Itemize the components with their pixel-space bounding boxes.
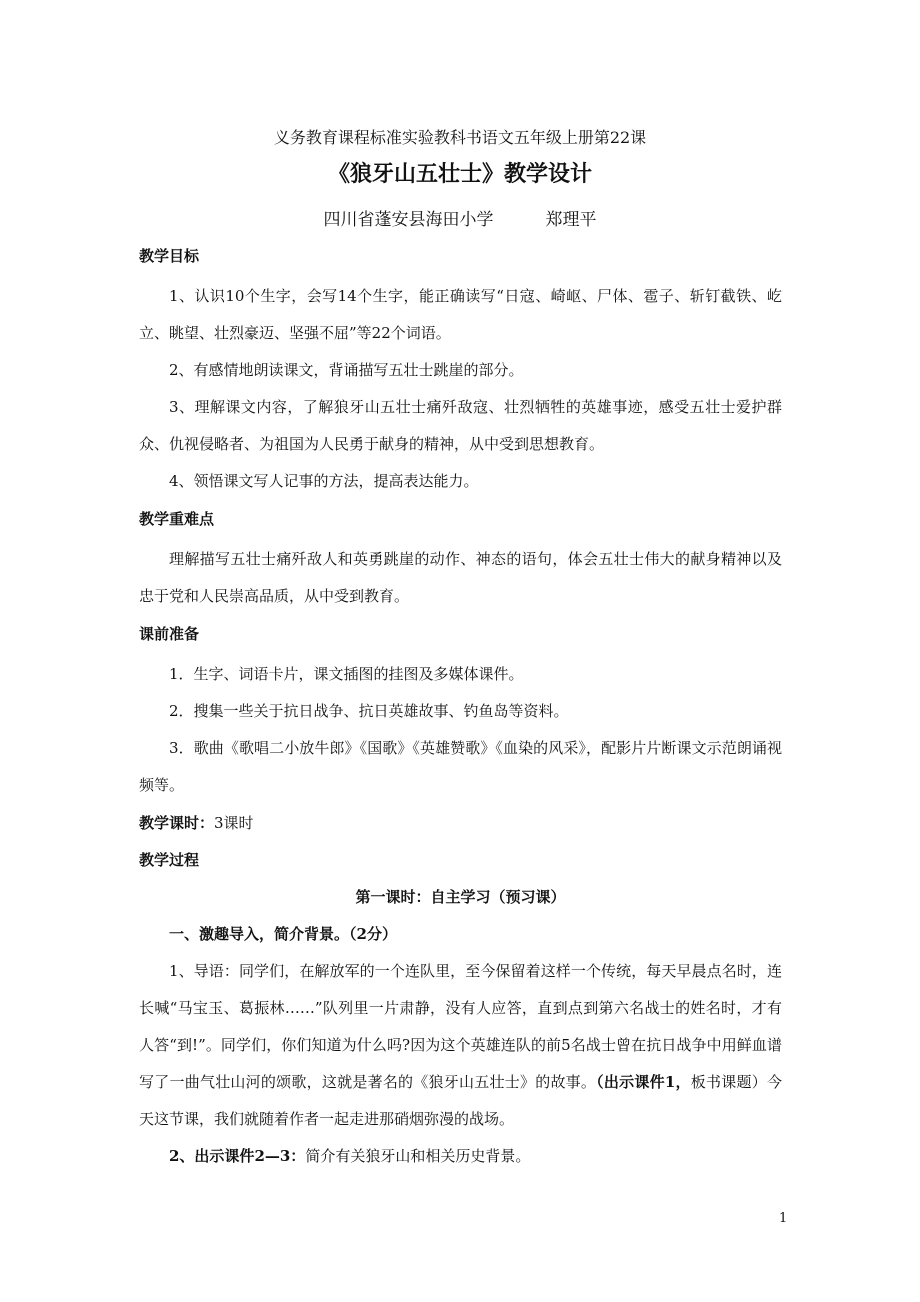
courseware-note: （出示课件1，: [596, 1073, 691, 1091]
intro-paragraph: [139, 953, 782, 1138]
intro-text: 1、导语：同学们，在解放军的一个连队里，至今保留着这样一个传统，每天早晨点名时，连长喊“马宝玉、葛振林……”队列里一片肃静，没有人应答，直到点到第六名战士的姓名时，才有人答“到!”。同学们，你们知道为什么吗?因为这个英雄连队的前5名战士曾在抗日战争中用鲜血谱写了一曲气壮山河的颂歌，这就是著名的《狼牙山五壮士》的故事。: [139, 962, 782, 1091]
objective-item: 1、认识10个生字，会写14个生字，能正确读写“日寇、崎岖、尸体、雹子、斩钉截铁、屹立、眺望、壮烈豪迈、坚强不屈”等22个词语。: [139, 287, 782, 342]
process-heading: 教学过程: [139, 851, 200, 869]
objective-item: 2、有感情地朗读课文，背诵描写五壮士跳崖的部分。: [169, 361, 524, 379]
key-points-text: 理解描写五壮士痛歼敌人和英勇跳崖的动作、神态的语句，体会五壮士伟大的献身精神以及忠于党和人民崇高品质，从中受到教育。: [139, 550, 782, 605]
preparation-item: 3．歌曲《歌唱二小放牛郎》《国歌》《英雄赞歌》《血染的风采》，配影片片断课文示范朗诵视频等。: [139, 739, 782, 794]
school-name: 四川省蓬安县海田小学: [323, 210, 494, 230]
background-text: 简介有关狼牙山和相关历史背景。: [305, 1147, 531, 1165]
page-number: 1: [779, 1211, 788, 1226]
teaching-hours-value: 3课时: [214, 814, 254, 832]
courseware-label: 2、出示课件2—3：: [169, 1147, 306, 1165]
preparation-heading: 课前准备: [139, 625, 200, 643]
objective-item: 3、理解课文内容，了解狼牙山五壮士痛歼敌寇、壮烈牺牲的英雄事迹，感受五壮士爱护群众、仇视侵略者、为祖国为人民勇于献身的精神，从中受到思想教育。: [139, 398, 782, 453]
key-points-heading: 教学重难点: [139, 510, 215, 528]
teaching-hours-label: 教学课时：: [139, 814, 215, 832]
background-paragraph: [139, 1138, 782, 1175]
objective-item: 4、领悟课文写人记事的方法，提高表达能力。: [169, 472, 479, 490]
intro-text-end: 板书课题）今天这节课，我们就随着作者一起走进那硝烟弥漫的战场。: [139, 1073, 782, 1128]
document-title: 《狼牙山五壮士》教学设计: [327, 161, 592, 187]
preparation-item: 2．搜集一些关于抗日战争、抗日英雄故事、钓鱼岛等资料。: [169, 702, 569, 720]
author-line: [0, 208, 920, 232]
lesson-title: 第一课时：自主学习（预习课）: [355, 888, 566, 906]
document-body: [139, 244, 782, 1175]
teaching-hours: [139, 811, 782, 835]
preparation-item: 1．生字、词语卡片，课文插图的挂图及多媒体课件。: [169, 665, 524, 683]
objectives-heading: 教学目标: [139, 247, 200, 265]
author-name: 郑理平: [545, 210, 597, 230]
section-heading: 一、激趣导入，简介背景。（2分）: [169, 925, 397, 943]
document-subtitle: 义务教育课程标准实验教科书语文五年级上册第22课: [273, 128, 647, 147]
